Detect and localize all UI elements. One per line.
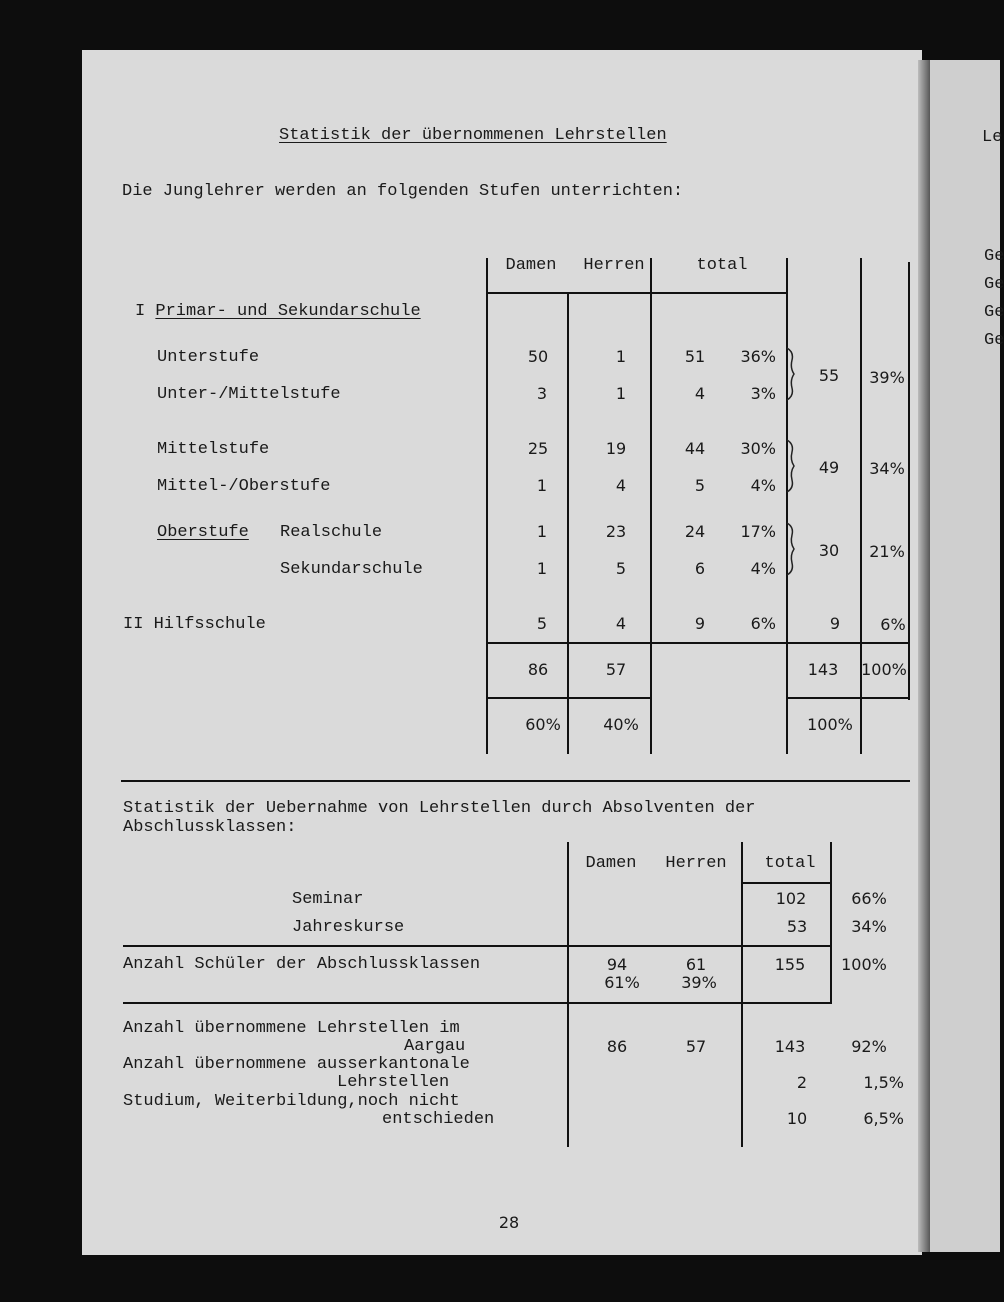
table2-header-rule xyxy=(741,882,832,884)
table2-header-damen: Damen xyxy=(585,854,637,873)
table1-total-group-divider xyxy=(786,258,788,754)
group-sum: 49 xyxy=(818,458,840,477)
schueler-herren: 61 xyxy=(685,955,707,974)
jahreskurse-total: 53 xyxy=(786,917,808,936)
cell-damen: 1 xyxy=(536,522,548,541)
cell-herren: 4 xyxy=(615,614,627,633)
row-label-ausserkantonal-line2: Lehrstellen xyxy=(337,1073,450,1092)
cell-damen: 3 xyxy=(536,384,548,403)
cell-total: 44 xyxy=(684,439,706,458)
cell-pct: 30% xyxy=(740,439,776,458)
ausserkantonal-total: 2 xyxy=(796,1073,808,1092)
table1-header-damen: Damen xyxy=(505,256,557,275)
cell-damen: 25 xyxy=(527,439,549,458)
table2-herren-total-divider xyxy=(741,842,743,1147)
pct-damen: 60% xyxy=(525,715,561,734)
seminar-pct: 66% xyxy=(851,889,887,908)
cell-total: 51 xyxy=(684,347,706,366)
aargau-pct: 92% xyxy=(851,1037,887,1056)
group-sum: 55 xyxy=(818,366,840,385)
intro-text: Die Junglehrer werden an folgenden Stufen unterrichten: xyxy=(122,182,684,201)
cell-total: 4 xyxy=(694,384,706,403)
schueler-total: 155 xyxy=(774,955,806,974)
cell-pct: 4% xyxy=(750,559,776,578)
group-brace xyxy=(786,346,796,402)
schueler-damen: 94 xyxy=(606,955,628,974)
cell-herren: 1 xyxy=(615,384,627,403)
cell-pct: 36% xyxy=(740,347,776,366)
row-label-studium-line2: entschieden xyxy=(382,1110,495,1129)
aargau-herren: 57 xyxy=(685,1037,707,1056)
cell-damen: 5 xyxy=(536,614,548,633)
table1-header-herren: Herren xyxy=(583,256,645,275)
table1-total-rule xyxy=(486,642,910,644)
table1-pct-rule-right xyxy=(786,697,910,699)
table1-left-border xyxy=(486,258,488,754)
schueler-herren-pct: 39% xyxy=(681,973,717,992)
cell-pct: 4% xyxy=(750,476,776,495)
table1-damen-herren-divider xyxy=(567,292,569,754)
row-label-aargau-line2: Aargau xyxy=(404,1037,466,1056)
table2-rule-1 xyxy=(123,945,832,947)
group-sum: 9 xyxy=(829,614,841,633)
cell-herren: 5 xyxy=(615,559,627,578)
jahreskurse-pct: 34% xyxy=(851,917,887,936)
row-label-realschule: Realschule xyxy=(280,523,383,542)
facing-page-fragment: Ge xyxy=(984,303,1004,322)
cell-pct: 17% xyxy=(740,522,776,541)
row-label-mittel-oberstufe: Mittel-/Oberstufe xyxy=(157,477,331,496)
table1-header-total: total xyxy=(696,256,748,275)
page-title: Statistik der übernommenen Lehrstellen xyxy=(279,126,667,145)
table1-herren-total-divider xyxy=(650,258,652,754)
aargau-damen: 86 xyxy=(606,1037,628,1056)
group-pct: 39% xyxy=(869,368,905,387)
row-label-oberstufe: Oberstufe xyxy=(157,523,249,542)
row-label-seminar: Seminar xyxy=(292,890,364,909)
cell-herren: 4 xyxy=(615,476,627,495)
cell-total: 6 xyxy=(694,559,706,578)
table1-right-border xyxy=(908,262,910,700)
group-pct: 34% xyxy=(869,459,905,478)
cell-damen: 50 xyxy=(527,347,549,366)
table2-rule-2 xyxy=(123,1002,832,1004)
ausserkantonal-pct: 1,5% xyxy=(863,1073,904,1092)
facing-page-fragment: Le xyxy=(982,128,1003,147)
group-pct: 21% xyxy=(869,542,905,561)
group-pct: 6% xyxy=(880,615,906,634)
cell-damen: 1 xyxy=(536,476,548,495)
row-label-aargau-line1: Anzahl übernommene Lehrstellen im xyxy=(123,1019,460,1038)
table2-header-herren: Herren xyxy=(665,854,727,873)
group-brace xyxy=(786,521,796,577)
total-damen: 86 xyxy=(527,660,549,679)
total-herren: 57 xyxy=(605,660,627,679)
table1-header-rule xyxy=(488,292,786,294)
group-brace xyxy=(786,438,796,494)
row-label-ausserkantonal-line1: Anzahl übernommene ausserkantonale xyxy=(123,1055,470,1074)
studium-pct: 6,5% xyxy=(863,1109,904,1128)
table2-title-line1: Statistik der Uebernahme von Lehrstellen durch Absolventen der xyxy=(123,799,756,818)
table1-pct-rule-left xyxy=(488,697,652,699)
total-pct: 100% xyxy=(861,660,907,679)
cell-pct: 3% xyxy=(750,384,776,403)
row-label-studium-line1: Studium, Weiterbildung,noch nicht xyxy=(123,1092,460,1111)
row-label-unter-mittelstufe: Unter-/Mittelstufe xyxy=(157,385,341,404)
table2-left-border xyxy=(567,842,569,1147)
studium-total: 10 xyxy=(786,1109,808,1128)
page-number: 28 xyxy=(498,1213,520,1232)
row-label-unterstufe: Unterstufe xyxy=(157,348,260,367)
section-primar-sekundar: I Primar- und Sekundarschule xyxy=(135,302,421,321)
row-label-schueler: Anzahl Schüler der Abschlussklassen xyxy=(123,955,481,974)
total-all: 143 xyxy=(807,660,839,679)
facing-page-fragment: Ge xyxy=(984,331,1004,350)
section-primar-sekundar-label: Primar- und Sekundarschule xyxy=(155,302,421,321)
facing-page-fragment: Ge xyxy=(984,247,1004,266)
cell-herren: 23 xyxy=(605,522,627,541)
row-label-hilfsschule: II Hilfsschule xyxy=(123,615,266,634)
cell-total: 24 xyxy=(684,522,706,541)
table2-total-pct-divider xyxy=(830,842,832,1004)
cell-damen: 1 xyxy=(536,559,548,578)
cell-pct: 6% xyxy=(750,614,776,633)
schueler-pct: 100% xyxy=(841,955,887,974)
table2-header-total: total xyxy=(764,854,816,873)
cell-herren: 1 xyxy=(615,347,627,366)
facing-page-edge xyxy=(930,60,1004,1252)
schueler-damen-pct: 61% xyxy=(604,973,640,992)
group-sum: 30 xyxy=(818,541,840,560)
row-label-sekundarschule: Sekundarschule xyxy=(280,560,423,579)
section-separator xyxy=(121,780,910,782)
facing-page-fragment: Ge xyxy=(984,275,1004,294)
seminar-total: 102 xyxy=(775,889,807,908)
row-label-jahreskurse: Jahreskurse xyxy=(292,918,405,937)
cell-herren: 19 xyxy=(605,439,627,458)
cell-total: 9 xyxy=(694,614,706,633)
aargau-total: 143 xyxy=(774,1037,806,1056)
pct-total: 100% xyxy=(807,715,853,734)
pct-herren: 40% xyxy=(603,715,639,734)
cell-total: 5 xyxy=(694,476,706,495)
row-label-mittelstufe: Mittelstufe xyxy=(157,440,270,459)
table2-title-line2: Abschlussklassen: xyxy=(123,818,297,837)
